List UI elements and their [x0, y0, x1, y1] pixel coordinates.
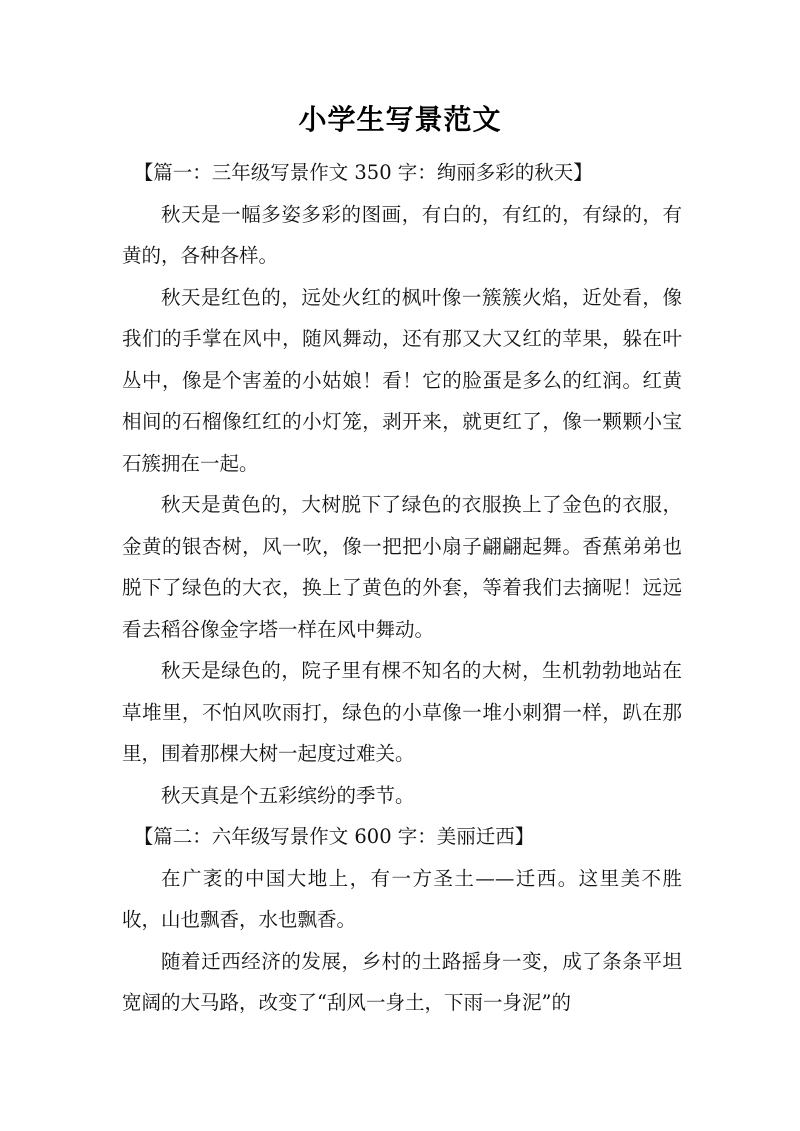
paragraph: 秋天真是个五彩缤纷的季节。: [161, 783, 415, 807]
paragraph: 秋天是绿色的，院子里有棵不知名的大树，生机勃勃地站在草堆里，不怕风吹雨打，绿色的小草像一堆小刺猬一样，趴在那里，围着那棵大树一起度过难关。: [122, 659, 682, 765]
paragraph: 在广袤的中国大地上，有一方圣土——迁西。这里美不胜收，山也飘香，水也飘香。: [122, 866, 682, 931]
section-heading-1: 【篇一：三年级写景作文 350 字：绚丽多彩的秋天】: [133, 161, 593, 184]
document-body: [122, 152, 682, 1024]
paragraph: 秋天是红色的，远处火红的枫叶像一簇簇火焰，近处看，像我们的手掌在风中，随风舞动，还有那又大又红的苹果，躲在叶丛中，像是个害羞的小姑娘！看！它的脸蛋是多么的红润。红黄相间的石榴像红红的小灯笼，剥开来，就更红了，像一颗颗小宝石簇拥在一起。: [122, 285, 682, 475]
section-heading-2: 【篇二：六年级写景作文 600 字：美丽迁西】: [133, 825, 535, 848]
paragraph: 秋天是黄色的，大树脱下了绿色的衣服换上了金色的衣服，金黄的银杏树，风一吹，像一把把小扇子翩翩起舞。香蕉弟弟也脱下了绿色的大衣，换上了黄色的外套，等着我们去摘呢！远远看去稻谷像金字塔一样在风中舞动。: [122, 493, 682, 641]
page-title: 小学生写景范文: [298, 103, 502, 136]
paragraph: 随着迁西经济的发展，乡村的土路摇身一变，成了条条平坦宽阔的大马路，改变了“刮风一身土，下雨一身泥”的: [122, 949, 682, 1014]
paragraph: 秋天是一幅多姿多彩的图画，有白的，有红的，有绿的，有黄的，各种各样。: [122, 202, 682, 267]
